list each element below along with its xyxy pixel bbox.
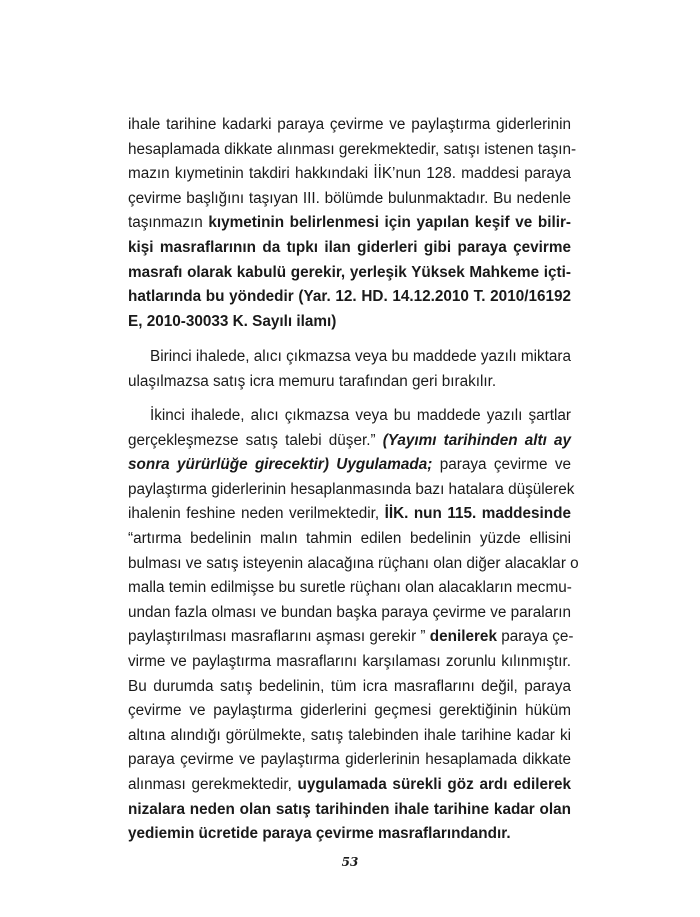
text-run: altına alındığı görülmekte, satış talebinden ihale tarihine kadar ki <box>128 726 571 744</box>
emphasized-text: E, 2010-30033 K. Sayılı ilamı) <box>128 312 337 330</box>
paragraph-2 <box>128 345 571 394</box>
text-line <box>128 822 571 847</box>
text-run: paylaştırma giderlerinin hesaplanmasında bazı hatalara düşülerek <box>128 480 575 498</box>
text-line <box>128 773 571 798</box>
text-line <box>128 748 571 773</box>
text-run: alınması gerekmektedir, <box>128 775 298 793</box>
emphasized-text: denilerek <box>429 628 497 646</box>
text-run: malla temin edilmişse bu suretle rüçhanı olan alacakların mecmu- <box>128 579 572 597</box>
text-line <box>128 552 579 577</box>
text-run: çevirme ve paylaştırma giderlerini geçmesi gerektiğinin hüküm <box>128 702 571 720</box>
emphasized-text: sonra yürürlüğe girecektir) Uygulamada; <box>128 456 433 474</box>
text-line <box>128 527 571 552</box>
text-run: hesaplamada dikkate alınması gerekmektedir, satışı istenen taşın- <box>128 140 577 158</box>
text-line <box>128 310 571 335</box>
text-line <box>128 162 571 187</box>
text-line <box>128 650 571 675</box>
text-line <box>128 699 571 724</box>
text-line <box>128 453 571 478</box>
text-line <box>128 261 571 286</box>
text-run: ihalenin feshine neden verilmektedir, <box>128 505 385 523</box>
text-run: paraya çevirme ve paylaştırma giderlerinin hesaplamada dikkate <box>128 751 571 769</box>
text-line <box>128 211 571 236</box>
text-line <box>128 370 571 395</box>
text-line <box>128 675 571 700</box>
text-run: “artırma bedelinin malın tahmin edilen bedelinin yüzde ellisini <box>128 529 571 547</box>
paragraph-1 <box>128 113 577 334</box>
text-run: ulaşılmazsa satış icra memuru tarafından geri bırakılır. <box>128 372 497 390</box>
emphasized-text: yediemin ücretide paraya çevirme masraflarındandır. <box>128 825 511 843</box>
emphasized-text: kişi masraflarının da tıpkı ilan giderleri gibi paraya çevirme <box>128 238 571 256</box>
text-run: paraya çevirme ve <box>432 456 571 474</box>
text-line <box>128 236 571 261</box>
text-run: paraya çe- <box>496 628 574 646</box>
text-line <box>128 576 571 601</box>
emphasized-text: kıymetinin belirlenmesi için yapılan keşif ve bilir- <box>208 214 571 232</box>
text-line <box>128 502 571 527</box>
text-run: paylaştırılması masraflarını aşması gerekir ” <box>128 628 430 646</box>
text-line <box>128 625 574 650</box>
text-run: çevirme başlığını taşıyan III. bölümde bulunmaktadır. Bu nedenle <box>128 189 571 207</box>
text-line <box>128 285 571 310</box>
text-run: virme ve paylaştırma masraflarını karşılaması zorunlu kılınmıştır. <box>128 652 571 670</box>
emphasized-text: masrafı olarak kabulü gerekir, yerleşik Yüksek Mahkeme içti- <box>128 263 571 281</box>
text-run: Bu durumda satış bedelinin, tüm icra masraflarını değil, paraya <box>128 677 571 695</box>
text-line <box>128 187 571 212</box>
emphasized-text: (Yayımı tarihinden altı ay <box>382 431 571 449</box>
text-line <box>128 601 571 626</box>
emphasized-text: nizalara neden olan satış tarihinden ihale tarihine kadar olan <box>128 800 571 818</box>
text-run: undan fazla olması ve bundan başka paraya çevirme ve paraların <box>128 603 572 621</box>
page-number: 53 <box>341 855 359 869</box>
text-line <box>128 138 577 163</box>
text-line <box>128 478 575 503</box>
paragraph-3 <box>128 404 579 847</box>
text-line <box>128 345 571 370</box>
emphasized-text: uygulamada sürekli göz ardı edilerek <box>297 775 572 793</box>
emphasized-text: hatlarında bu yöndedir (Yar. 12. HD. 14.12.2010 T. 2010/16192 <box>128 288 571 306</box>
text-run: İkinci ihalede, alıcı çıkmazsa veya bu maddede yazılı şartlar <box>150 407 571 424</box>
text-line <box>128 404 571 429</box>
text-run: Birinci ihalede, alıcı çıkmazsa veya bu maddede yazılı miktara <box>150 348 571 365</box>
text-line <box>128 429 571 454</box>
text-line <box>128 113 571 138</box>
text-run: ihale tarihine kadarki paraya çevirme ve paylaştırma giderlerinin <box>128 116 571 133</box>
text-run: taşınmazın <box>128 214 209 232</box>
text-line <box>128 724 571 749</box>
emphasized-text: İİK. nun 115. maddesinde <box>384 505 571 523</box>
text-run: mazın kıymetinin takdiri hakkındaki İİK’nun 128. maddesi paraya <box>128 165 571 183</box>
text-line <box>128 798 571 823</box>
text-run: gerçekleşmezse satış talebi düşer.” <box>128 431 383 449</box>
text-run: bulması ve satış isteyenin alacağına rüçhanı olan diğer alacaklar o <box>128 554 579 572</box>
